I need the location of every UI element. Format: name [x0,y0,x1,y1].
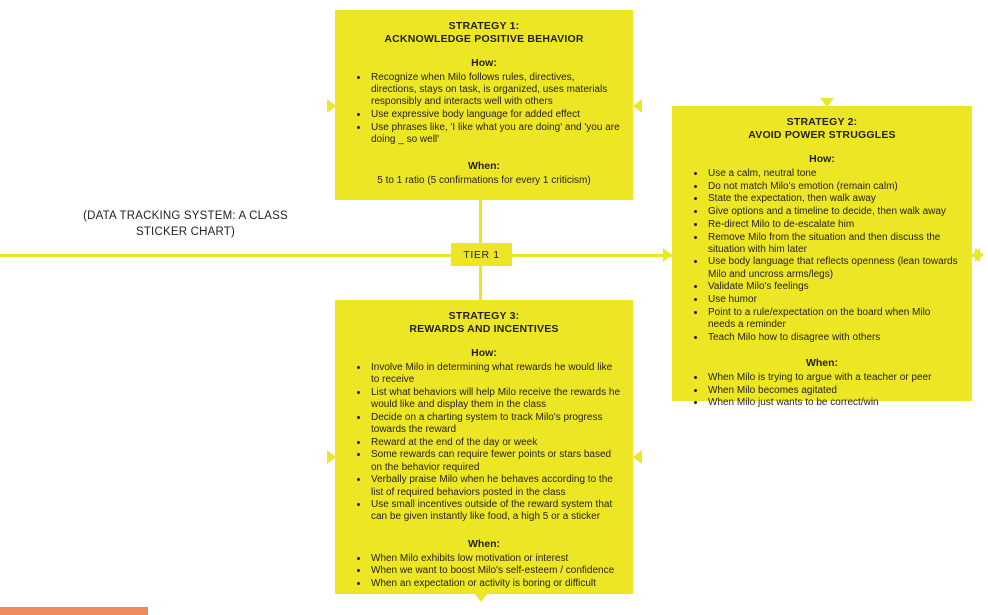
strategy-3-how-label: How: [471,347,497,359]
strategy-3-title [347,310,621,336]
list-item: • Use humor [706,294,960,306]
strategy-2-how-list [684,168,960,344]
list-item: • Use small incentives outside of the reward system that can be given instantly like food, a high 5 or a sticker [369,499,621,523]
list-item: • Validate Milo's feelings [706,281,960,293]
list-item: • Re-direct Milo to de-escalate him [706,219,960,231]
list-item: • When we want to boost Milo's self-esteem / confidence [369,565,621,577]
strategy-1-card[interactable] [335,10,633,200]
strategy-1-title-line2: ACKNOWLEDGE POSITIVE BEHAVIOR [384,33,584,45]
strategy-1-title [347,20,621,46]
strategy-2-when-list [684,372,960,410]
list-item: • List what behaviors will help Milo receive the rewards he would like and display them in the class [369,387,621,411]
list-item: • Reward at the end of the day or week [369,437,621,449]
list-item: • When Milo is trying to argue with a teacher or peer [706,372,960,384]
strategy-2-title [684,116,960,142]
connector-strategy3-arrowhead [474,593,488,602]
strategy-3-when-label: When: [467,537,501,550]
strategy-1-how-label: How: [471,57,497,69]
strategy2-left-arrowhead [663,248,672,262]
list-item: • Verbally praise Milo when he behaves according to the list of required behaviors posted in the class [369,474,621,498]
data-tracking-label [48,208,323,240]
tier-node[interactable] [451,243,512,266]
list-item: • Use a calm, neutral tone [706,168,960,180]
list-item: • Use expressive body language for added effect [369,109,621,121]
tier-node-label: TIER 1 [463,248,500,261]
list-item: • Involve Milo in determining what rewards he would like to receive [369,362,621,386]
bottom-accent-strip [0,607,148,615]
list-item: • When Milo exhibits low motivation or interest [369,553,621,565]
connector-left-trunk [0,254,452,257]
strategy-3-card[interactable] [335,300,633,594]
strategy-3-when-list [347,553,621,591]
strategy-1-title-line1: STRATEGY 1: [448,20,520,32]
list-item: • Remove Milo from the situation and then discuss the situation with him later [706,232,960,256]
strategy3-right-arrowhead [633,450,642,464]
list-item: • Use phrases like, 'I like what you are doing' and 'you are doing _ so well' [369,122,621,146]
list-item: • Point to a rule/expectation on the board when Milo needs a reminder [706,307,960,331]
strategy-1-when-text: 5 to 1 ratio (5 confirmations for every 1 criticism) [377,175,591,187]
strategy2-right-arrowhead [971,248,980,262]
strategy-2-card[interactable] [672,106,972,409]
strategy-3-title-line2: REWARDS AND INCENTIVES [409,323,559,335]
list-item: • Use body language that reflects openness (lean towards Milo and uncross arms/legs) [706,256,960,280]
strategy1-right-arrowhead [633,99,642,113]
list-item: • State the expectation, then walk away [706,193,960,205]
strategy-1-how-list [347,72,621,146]
list-item: • Give options and a timeline to decide, then walk away [706,206,960,218]
list-item: • Teach Milo how to disagree with others [706,332,960,344]
strategy-2-title-line1: STRATEGY 2: [786,116,858,128]
data-tracking-line1: (DATA TRACKING SYSTEM: A CLASS [83,210,288,222]
list-item: • When Milo becomes agitated [706,385,960,397]
list-item: • Recognize when Milo follows rules, directives, directions, stays on task, is organized, uses materials responsibly and interacts well with others [369,72,621,109]
strategy-3-title-line1: STRATEGY 3: [448,310,520,322]
list-item: • Some rewards can require fewer points or stars based on the behavior required [369,449,621,473]
strategy-2-how-label: How: [809,153,835,165]
list-item: • Do not match Milo's emotion (remain calm) [706,181,960,193]
strategy-3-how-list [347,362,621,524]
strategy-2-title-line2: AVOID POWER STRUGGLES [748,129,896,141]
data-tracking-line2: STICKER CHART) [135,226,236,238]
strategy-1-when-label: When: [467,160,501,173]
list-item: • Decide on a charting system to track Milo's progress towards the reward [369,412,621,436]
list-item: • When an expectation or activity is boring or difficult [369,578,621,590]
list-item: • When Milo just wants to be correct/win [706,397,960,409]
strategy-2-when-label: When: [805,356,839,369]
